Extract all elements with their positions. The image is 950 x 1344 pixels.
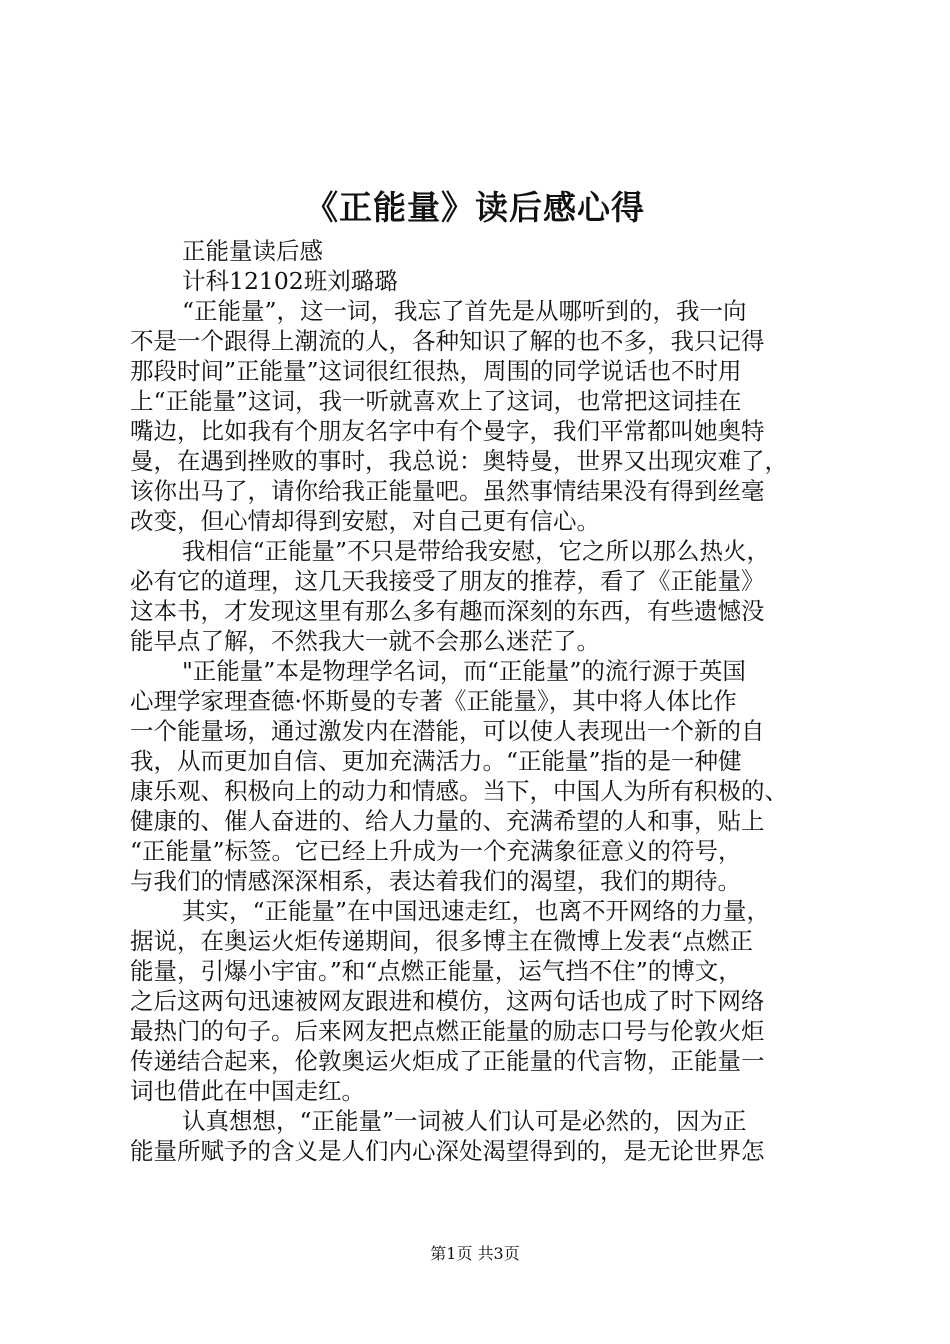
text-line: 健康的、催人奋进的、给人力量的、充满希望的人和事，贴上 <box>130 807 765 835</box>
text-line: 认真想想，“正能量”一词被人们认可是必然的，因为正 <box>182 1107 747 1135</box>
page-footer: 第1页 共3页 <box>430 1244 520 1263</box>
text-line: “正能量”标签。它已经上升成为一个充满象征意义的符号， <box>130 837 742 865</box>
text-line: 与我们的情感深深相系，表达着我们的渴望，我们的期待。 <box>130 867 741 895</box>
text-line: 据说，在奥运火炬传递期间，很多博主在微博上发表“点燃正 <box>130 927 754 955</box>
text-line: 那段时间”正能量”这词很红很热，周围的同学说话也不时用 <box>130 357 742 385</box>
text-line: 我相信“正能量”不只是带给我安慰，它之所以那么热火， <box>182 537 771 565</box>
text-line: 能量，引爆小宇宙。”和“点燃正能量，运气挡不住”的博文， <box>130 957 742 985</box>
text-line: 其实，“正能量”在中国迅速走红，也离不开网络的力量， <box>182 897 771 925</box>
text-line: 该你出马了，请你给我正能量吧。虽然事情结果没有得到丝毫 <box>130 477 765 505</box>
text-line: "正能量”本是物理学名词，而“正能量”的流行源于英国 <box>182 657 746 685</box>
text-line: 能量所赋予的含义是人们内心深处渴望得到的，是无论世界怎 <box>130 1137 765 1165</box>
text-line: 心理学家理查德·怀斯曼的专著《正能量》，其中将人体比作 <box>130 687 737 715</box>
document-title: 《正能量》读后感心得 <box>305 188 645 227</box>
text-line: 嘴边，比如我有个朋友名字中有个曼字，我们平常都叫她奥特 <box>130 417 765 445</box>
text-line: 必有它的道理，这几天我接受了朋友的推荐，看了《正能量》 <box>130 567 765 595</box>
text-line: 最热门的句子。后来网友把点燃正能量的励志口号与伦敦火炬 <box>130 1017 765 1045</box>
text-line: 这本书，才发现这里有那么多有趣而深刻的东西，有些遗憾没 <box>130 597 765 625</box>
text-line: 正能量读后感 <box>182 237 323 265</box>
text-line: 之后这两句迅速被网友跟进和模仿，这两句话也成了时下网络 <box>130 987 765 1015</box>
text-line: 传递结合起来，伦敦奥运火炬成了正能量的代言物，正能量一 <box>130 1047 765 1075</box>
text-line: 不是一个跟得上潮流的人，各种知识了解的也不多，我只记得 <box>130 327 765 355</box>
text-line: 一个能量场，通过激发内在潜能，可以使人表现出一个新的自 <box>130 717 765 745</box>
text-line: 我，从而更加自信、更加充满活力。“正能量”指的是一种健 <box>130 747 742 775</box>
text-line: 改变，但心情却得到安慰，对自己更有信心。 <box>130 507 600 535</box>
text-line: “正能量”，这一词，我忘了首先是从哪听到的，我一向 <box>182 297 747 325</box>
text-line: 康乐观、积极向上的动力和情感。当下，中国人为所有积极的、 <box>130 777 788 805</box>
text-line: 曼，在遇到挫败的事时，我总说：奥特曼，世界又出现灾难了， <box>130 447 788 475</box>
text-line: 计科12102班刘璐璐 <box>182 267 398 295</box>
text-line: 词也借此在中国走红。 <box>130 1077 365 1105</box>
text-line: 上“正能量”这词，我一听就喜欢上了这词，也常把这词挂在 <box>130 387 742 415</box>
document-body <box>130 236 830 1166</box>
text-line: 能早点了解，不然我大一就不会那么迷茫了。 <box>130 627 600 655</box>
